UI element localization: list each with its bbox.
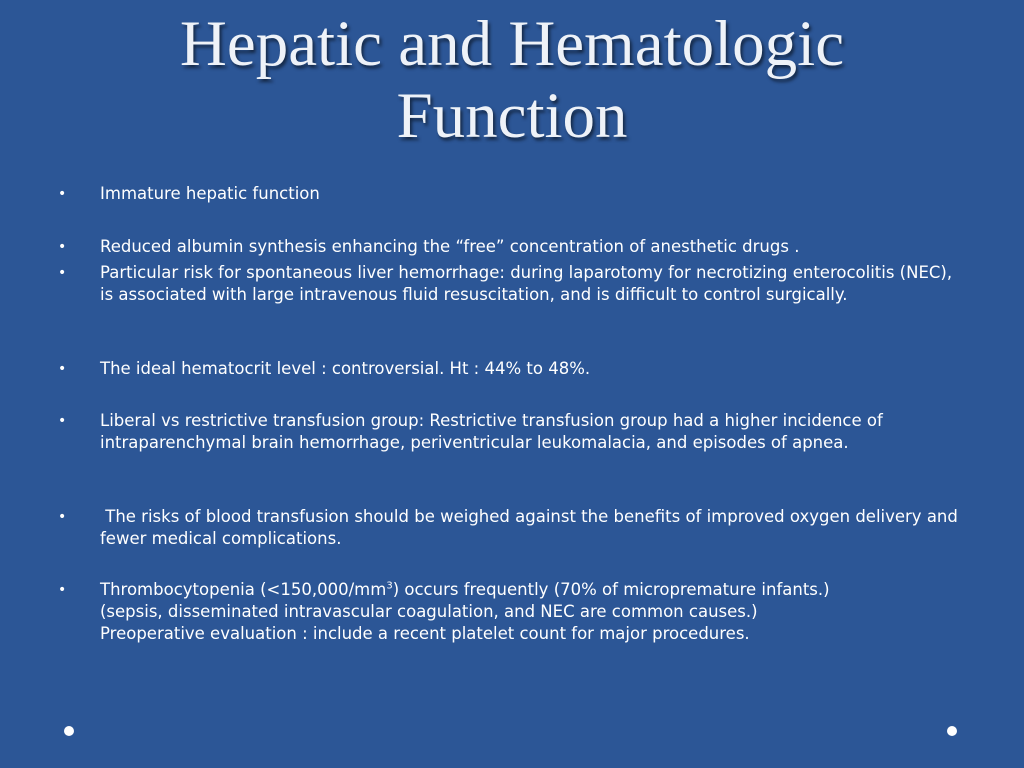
preoperative-text: Preoperative evaluation : include a recent platelet count for major procedures.: [100, 624, 750, 643]
title-line-2: Function: [396, 80, 628, 152]
bullet-text: The ideal hematocrit level : controversial. Ht : 44% to 48%.: [100, 359, 591, 378]
bullet-text: The risks of blood transfusion should be weighed against the benefits of improved oxygen delivery and fewer medical complications.: [100, 507, 964, 548]
bullet-item: [58, 262, 963, 306]
bullet-text: Reduced albumin synthesis enhancing the “free” concentration of anesthetic drugs .: [100, 237, 800, 256]
bullet-icon: •: [58, 186, 67, 202]
bullet-text: Liberal vs restrictive transfusion group: Restrictive transfusion group had a higher incidence of intraparenchymal brain hemorrhage, periventricular leukomalacia, and episodes of apnea.: [100, 411, 883, 452]
bullet-text: Immature hepatic function: [100, 184, 320, 203]
bullet-item: [58, 358, 963, 380]
causes-text: (sepsis, disseminated intravascular coagulation, and NEC are common causes.): [100, 602, 758, 621]
thrombocytopenia-text-cont: ) occurs frequently (70% of micropremature infants.): [392, 580, 830, 599]
title-line-1: Hepatic and Hematologic: [179, 8, 845, 80]
slide-title: [0, 8, 1024, 152]
bullet-icon: •: [58, 265, 67, 281]
bullet-icon: •: [58, 239, 67, 255]
bullet-item: [58, 506, 963, 550]
bullet-icon: •: [58, 509, 67, 525]
bullet-text: Particular risk for spontaneous liver hemorrhage: during laparotomy for necrotizing enterocolitis (NEC), is associated with large intravenous fluid resuscitation, and is difficult to control surgically.: [100, 263, 953, 304]
bullet-item: [58, 183, 963, 205]
bullet-icon: •: [58, 361, 67, 377]
superscript-3: 3: [386, 580, 393, 592]
bullet-item: [58, 236, 963, 258]
bullet-icon: •: [58, 582, 67, 598]
thrombocytopenia-text: Thrombocytopenia (<150,000/mm: [100, 580, 387, 599]
bullet-item: [58, 410, 963, 454]
left-dot-icon: [64, 726, 74, 736]
right-dot-icon: [947, 726, 957, 736]
bullet-icon: •: [58, 413, 67, 429]
bullet-text: [100, 580, 830, 643]
bullet-item: [58, 579, 963, 645]
